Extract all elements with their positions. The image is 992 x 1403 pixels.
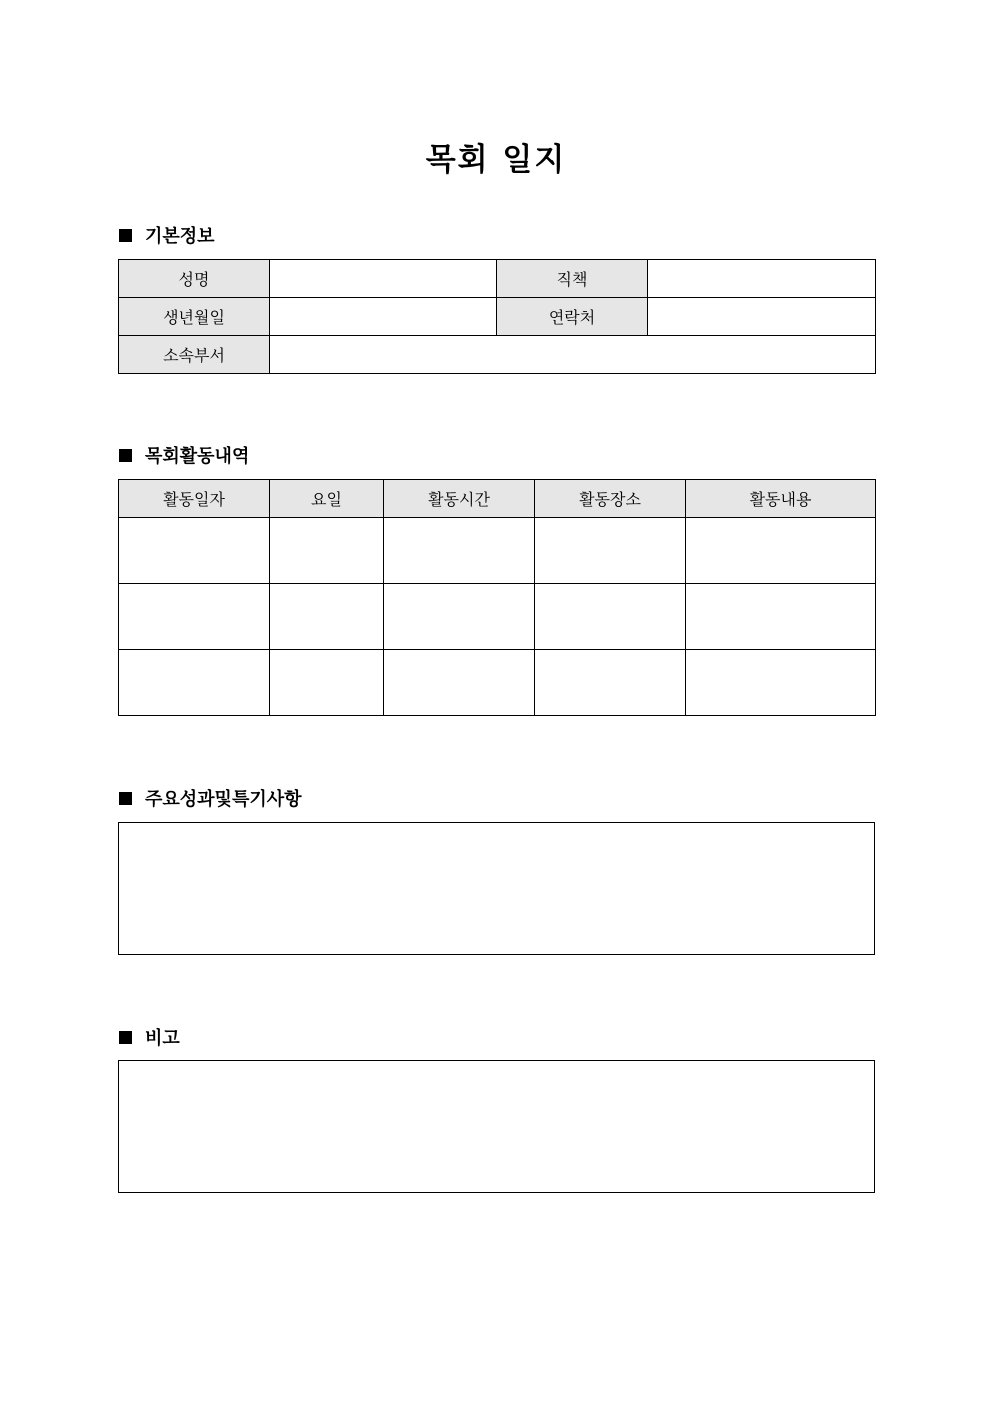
results-text-area[interactable]	[118, 822, 875, 955]
contact-label: 연락처	[497, 298, 648, 336]
birthdate-label: 생년월일	[119, 298, 270, 336]
column-header-content: 활동내용	[686, 480, 876, 518]
table-row	[119, 584, 876, 650]
table-row	[119, 336, 876, 374]
content-cell[interactable]	[686, 518, 876, 584]
name-label: 성명	[119, 260, 270, 298]
name-field[interactable]	[270, 260, 497, 298]
date-cell[interactable]	[119, 518, 270, 584]
section-heading-results	[119, 785, 302, 811]
table-row	[119, 298, 876, 336]
position-field[interactable]	[648, 260, 876, 298]
square-bullet-icon	[119, 1031, 132, 1044]
content-cell[interactable]	[686, 650, 876, 716]
square-bullet-icon	[119, 229, 132, 242]
content-cell[interactable]	[686, 584, 876, 650]
table-row	[119, 650, 876, 716]
table-header-row	[119, 480, 876, 518]
contact-field[interactable]	[648, 298, 876, 336]
weekday-cell[interactable]	[270, 650, 384, 716]
square-bullet-icon	[119, 792, 132, 805]
time-cell[interactable]	[384, 518, 535, 584]
table-row	[119, 518, 876, 584]
square-bullet-icon	[119, 449, 132, 462]
date-cell[interactable]	[119, 650, 270, 716]
time-cell[interactable]	[384, 650, 535, 716]
basic-info-table	[118, 259, 876, 374]
remarks-text-area[interactable]	[118, 1060, 875, 1193]
place-cell[interactable]	[535, 518, 686, 584]
section-title: 기본정보	[145, 226, 215, 247]
place-cell[interactable]	[535, 650, 686, 716]
birthdate-field[interactable]	[270, 298, 497, 336]
activity-table	[118, 479, 876, 716]
table-row	[119, 260, 876, 298]
section-title: 목회활동내역	[145, 446, 250, 467]
section-title: 주요성과및특기사항	[145, 789, 302, 810]
weekday-cell[interactable]	[270, 584, 384, 650]
time-cell[interactable]	[384, 584, 535, 650]
position-label: 직책	[497, 260, 648, 298]
section-heading-activity	[119, 442, 249, 468]
column-header-time: 활동시간	[384, 480, 535, 518]
column-header-date: 활동일자	[119, 480, 270, 518]
column-header-place: 활동장소	[535, 480, 686, 518]
page-title: 목회 일지	[425, 142, 567, 178]
section-heading-remarks	[119, 1024, 180, 1050]
department-field[interactable]	[270, 336, 876, 374]
column-header-weekday: 요일	[270, 480, 384, 518]
weekday-cell[interactable]	[270, 518, 384, 584]
date-cell[interactable]	[119, 584, 270, 650]
section-title: 비고	[145, 1028, 180, 1049]
place-cell[interactable]	[535, 584, 686, 650]
department-label: 소속부서	[119, 336, 270, 374]
section-heading-basic-info	[119, 222, 215, 248]
